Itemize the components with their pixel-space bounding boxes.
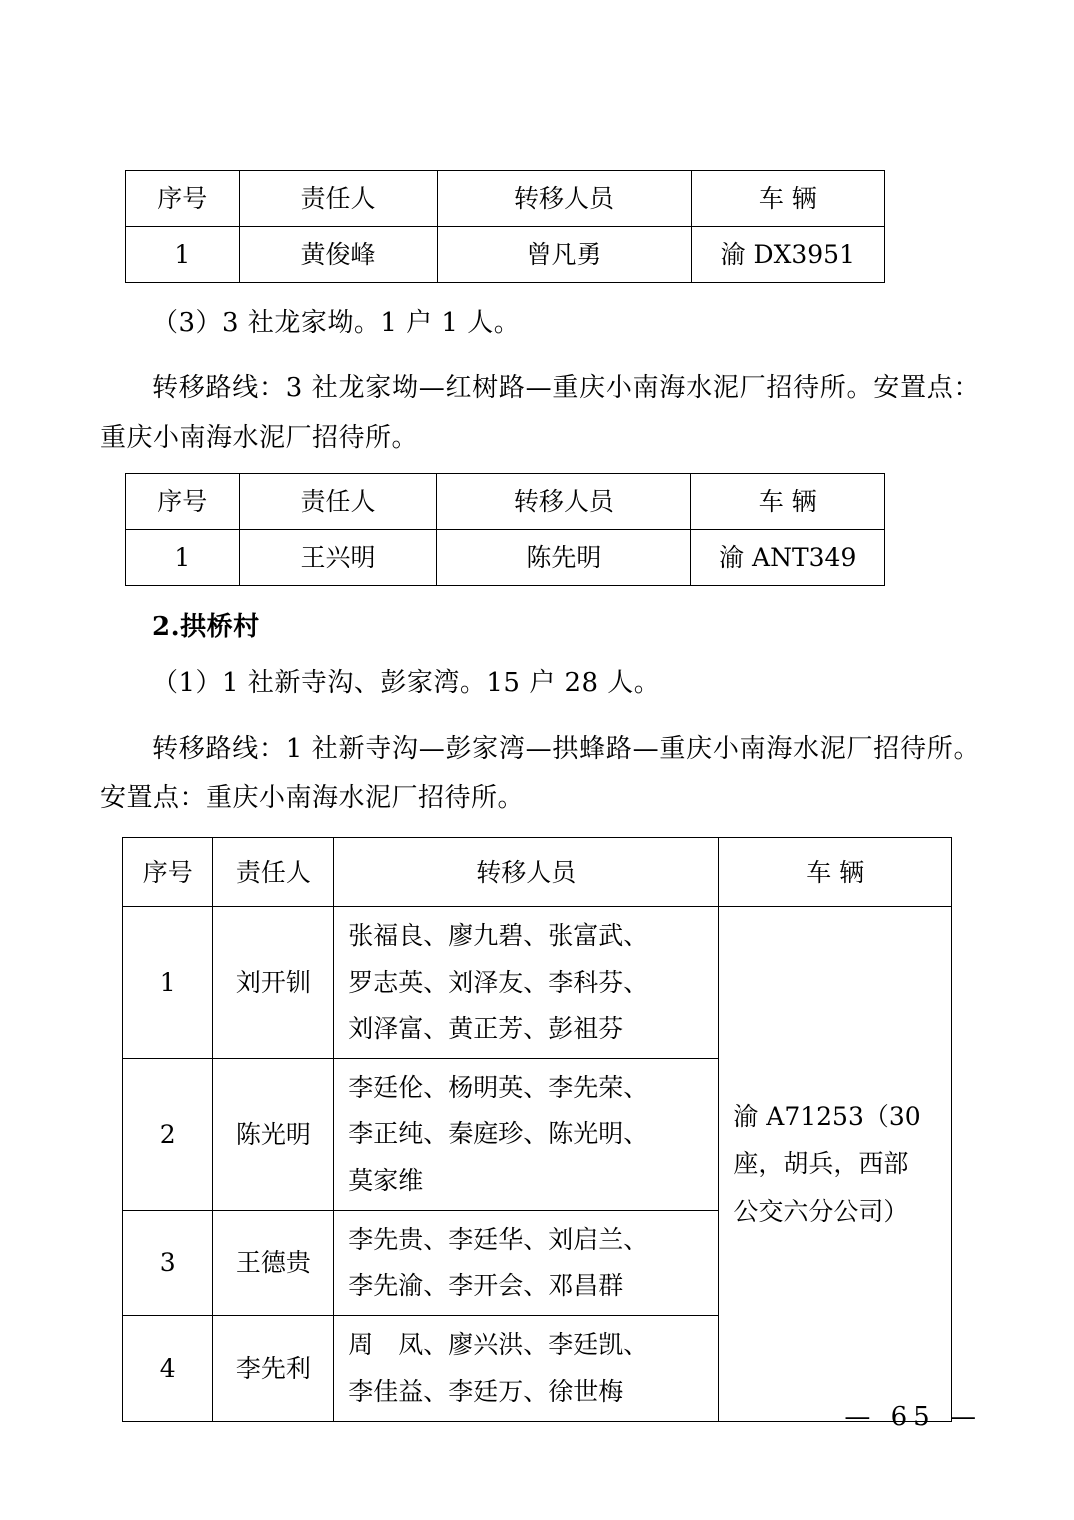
paragraph-section-3-title: （3）3 社龙家坳。1 户 1 人。 (152, 308, 521, 338)
people-line: 周 凤、廖兴洪、李廷凯、 (348, 1330, 649, 1360)
cell-people: 曾凡勇 (437, 227, 691, 283)
cell-vehicle (719, 907, 952, 1422)
table-header-row (126, 171, 885, 227)
column-header-index: 序号 (126, 171, 240, 227)
column-header-responsible: 责任人 (239, 171, 437, 227)
column-header-people: 转移人员 (437, 474, 691, 530)
column-header-vehicle: 车 辆 (691, 171, 884, 227)
cell-responsible: 王兴明 (239, 530, 437, 586)
vehicle-line: 公交六分公司） (733, 1196, 909, 1226)
page-number: — 65 — (844, 1402, 982, 1432)
cell-index: 4 (123, 1316, 213, 1422)
table-row (126, 227, 885, 283)
column-header-people: 转移人员 (334, 838, 719, 907)
column-header-vehicle: 车 辆 (719, 838, 952, 907)
cell-people (334, 907, 719, 1059)
people-line: 李佳益、李廷万、徐世梅 (348, 1376, 624, 1406)
column-header-people: 转移人员 (437, 171, 691, 227)
table-header-row (126, 474, 885, 530)
page-content (100, 170, 980, 1422)
paragraph-subsection-1-title: （1）1 社新寺沟、彭家湾。15 户 28 人。 (152, 668, 661, 699)
cell-responsible: 陈光明 (213, 1059, 334, 1211)
cell-responsible: 王德贵 (213, 1210, 334, 1316)
vehicle-line: 渝 A71253（30 (733, 1101, 921, 1131)
cell-responsible: 刘开钏 (213, 907, 334, 1059)
cell-index: 3 (123, 1210, 213, 1316)
paragraph-route-1: 转移路线：3 社龙家坳—红树路—重庆小南海水泥厂招待所。安置点：重庆小南海水泥厂招待所。 (100, 373, 980, 453)
column-header-vehicle: 车 辆 (691, 474, 885, 530)
cell-index: 1 (126, 227, 240, 283)
cell-people: 陈先明 (437, 530, 691, 586)
table-row (126, 530, 885, 586)
section-heading-gongqiao-village: 2.拱桥村 (152, 612, 260, 643)
people-line: 张福良、廖九碧、张富武、 (348, 921, 649, 951)
paragraph-route-2: 转移路线：1 社新寺沟—彭家湾—拱蜂路—重庆小南海水泥厂招待所。安置点：重庆小南海水泥厂招待所。 (100, 733, 980, 813)
transfer-table-2 (125, 473, 885, 586)
table-header-row (123, 838, 952, 907)
cell-people (334, 1316, 719, 1422)
cell-people (334, 1210, 719, 1316)
people-line: 李正纯、秦庭珍、陈光明、 (348, 1119, 649, 1149)
people-line: 李先渝、李开会、邓昌群 (348, 1271, 624, 1301)
transfer-table-1 (125, 170, 885, 283)
column-header-index: 序号 (123, 838, 213, 907)
people-line: 刘泽富、黄正芳、彭祖芬 (348, 1013, 624, 1043)
people-line: 罗志英、刘泽友、李科芬、 (348, 967, 649, 997)
table-row (123, 907, 952, 1059)
cell-index: 1 (126, 530, 240, 586)
column-header-responsible: 责任人 (239, 474, 437, 530)
people-line: 李廷伦、杨明英、李先荣、 (348, 1073, 649, 1103)
people-line: 李先贵、李廷华、刘启兰、 (348, 1224, 649, 1254)
cell-vehicle: 渝 ANT349 (691, 530, 885, 586)
cell-vehicle: 渝 DX3951 (691, 227, 884, 283)
transfer-table-3 (122, 837, 952, 1422)
people-line: 莫家维 (348, 1165, 424, 1195)
cell-people (334, 1059, 719, 1211)
cell-responsible: 李先利 (213, 1316, 334, 1422)
vehicle-line: 座，胡兵，西部 (733, 1149, 909, 1179)
column-header-index: 序号 (126, 474, 240, 530)
column-header-responsible: 责任人 (213, 838, 334, 907)
cell-index: 2 (123, 1059, 213, 1211)
cell-index: 1 (123, 907, 213, 1059)
cell-responsible: 黄俊峰 (239, 227, 437, 283)
